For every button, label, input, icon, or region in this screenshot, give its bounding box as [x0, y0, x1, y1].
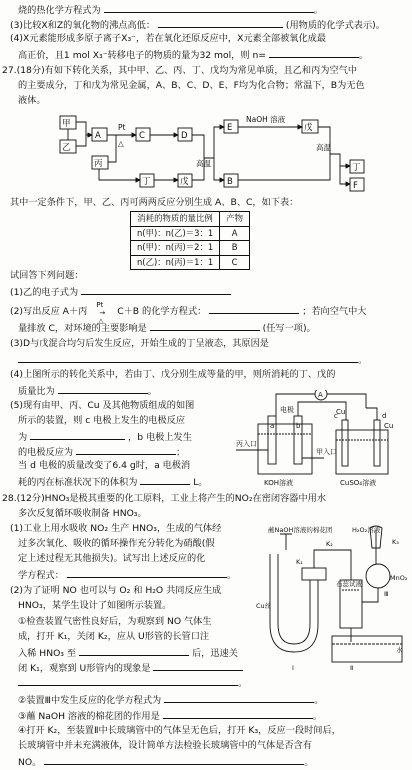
text: NO。 [18, 757, 42, 768]
node-D: D [181, 131, 188, 141]
q28-5: ③蘸 NaOH 溶液的棉花团的作用是 。 [18, 708, 322, 724]
text: (3)比较X和Z的氧化物的沸点高低： [10, 20, 156, 31]
q28-header-2: 多次反复循环吸收制备 HNO₃。 [18, 508, 147, 519]
answer-blank[interactable] [104, 2, 314, 13]
cotton-label: 蘸NaOH溶液的棉花团 [268, 526, 333, 534]
q27-3-blank: 。 [18, 352, 367, 368]
q28-6a: ④打开 K₂，至装置Ⅱ中长玻璃管中的气体呈无色后，打开 K₃，反应一段时间后， [18, 725, 341, 736]
node-yi: 乙 [62, 143, 71, 153]
cu-label-d: Cu [384, 422, 394, 430]
label-a: a [270, 422, 275, 430]
answer-blank[interactable] [58, 383, 148, 394]
h2o2-label: H₂O₂溶液 [352, 526, 381, 534]
answer-blank[interactable] [76, 444, 176, 455]
answer-blank[interactable] [209, 303, 299, 314]
node-B: B [227, 177, 233, 187]
text: (用物质的化学式表示)。 [285, 20, 385, 31]
q27-1 [10, 284, 231, 300]
q26-line-3: (4)X元素能形成多原子离子X₃⁻，若在氧化还原反应中，X元素全部被氧化成最 [10, 33, 327, 44]
electrode-label: 电极 [280, 406, 294, 414]
answer-blank[interactable] [18, 352, 358, 363]
cond-pt: Pt [118, 123, 126, 132]
litmus-label: 石蕊试液 [336, 580, 362, 588]
k2-label: K₂ [326, 540, 333, 548]
text: ，b 电极上发生 [128, 432, 192, 443]
q28-1b: 过多次氧化、吸收的循环操作充分转化为硝酸(假 [18, 538, 215, 549]
q26-line-4: 高正价，且1 mol X₃⁻转移电子的物质的量为32 mol，则 n= 。 [18, 47, 368, 63]
q26-line-1: 烧的热化学方程式为 。 [18, 2, 323, 18]
table-cell: A [220, 226, 250, 241]
mno2-label: MnO₂ [390, 574, 408, 582]
node-ding: 丁 [142, 177, 151, 187]
q27-5a: (5)现有由甲、丙、Cu 及其他物质组成的如图 [10, 400, 195, 411]
q27-4a: (4)上图所示的转化关系中，若由丁、戊分别生成等量的甲，则所消耗的丁、戊的 [10, 369, 336, 380]
table-cell: n(乙)：n(丙)＝1：1 [131, 255, 220, 270]
text: (任写一项)。 [262, 323, 316, 334]
table-cell: n(甲)：n(丙)＝2：1 [131, 241, 220, 256]
k3-label: K₃ [392, 538, 399, 546]
ammeter-label: A [318, 391, 323, 399]
text: 为 [18, 432, 28, 443]
answer-blank[interactable] [163, 708, 313, 719]
q28-2a: (2)为了证明 NO 也可以与 O₂ 和 H₂O 共同反应生成 [10, 585, 222, 596]
node-wu-2: 戊 [304, 123, 313, 133]
node-A: A [95, 131, 101, 141]
q28-1c: 定上述过程无其他损失)。试写出上述反应的化 [18, 553, 206, 564]
q28-6c: NO。 。 [18, 754, 313, 770]
text: 耗的丙在标准状况下的体积为 [18, 477, 138, 488]
q28-1a: (1)工业上用水吸收 NO₂ 生产 HNO₃，生成的气体经 [10, 523, 222, 534]
text: ③蘸 NaOH 溶液的棉花团的作用是 [18, 711, 160, 722]
text: (2)写出反应 A＋丙 [10, 306, 88, 317]
text: C＋B 的化学方程式： [117, 306, 207, 317]
node-F: F [353, 181, 358, 191]
node-jia: 甲 [62, 119, 71, 129]
q28-3b: 成，打开 K₁，关闭 K₂，应从 U形管的长管口注 [18, 631, 210, 642]
q26-line-2 [10, 17, 385, 33]
cond-delta: △ [118, 139, 124, 148]
q28-header-1: 28.(12分)HNO₃是极其重要的化工原料，工业上将产生的NO₂在密闭容器中用水 [2, 493, 327, 504]
q27-4b: 质量比为 。 [18, 383, 157, 399]
cu-label-c: Cu [336, 408, 346, 416]
table-header: 消耗的物质的量比例 [131, 212, 220, 227]
no-apparatus-diagram [256, 524, 408, 674]
node-bing: 丙 [94, 159, 103, 169]
text: 闭 K₁，观察到 U形管内的现象是 [18, 663, 151, 674]
k1-label: K₁ [296, 558, 303, 566]
q27-2-cont [18, 317, 316, 336]
text: ②装置Ⅲ中发生反应的化学方程式为 [18, 695, 162, 706]
cond-delta: △ [98, 317, 104, 325]
text: 学方程式： [18, 570, 64, 581]
answer-blank[interactable] [30, 429, 125, 440]
q27-5b: 所示的装置，则 c 电极上发生的电极反应 [18, 415, 186, 426]
q28-6b: 长玻璃管中并未充满液体，设计简单方法检验长玻璃管中的气体是否含有 [18, 740, 312, 751]
text: L。 [193, 477, 208, 488]
conversion-flow-diagram [0, 108, 412, 196]
reaction-arrow: Pt → △ [96, 301, 106, 325]
answer-blank[interactable] [81, 284, 231, 295]
electrochemical-cell-diagram [236, 390, 406, 492]
answer-blank[interactable] [44, 754, 304, 765]
text: 高正价，且1 mol X₃⁻转移电子的物质的量为32 mol，则 n= [18, 50, 266, 61]
text: 后，迅速关 [191, 648, 238, 659]
table-header: 产物 [220, 212, 250, 227]
q27-header-2: 的主要成分，丁和戊为常见金属，A、B、C、D、E、F均为化合物；常温下，B为无色 [18, 80, 365, 91]
node-ding-2: 丁 [352, 163, 361, 173]
label-b: b [296, 422, 301, 430]
text: 的电极反应为 [18, 447, 74, 458]
koh-label: KOH溶液 [264, 479, 293, 487]
node-wu: 戊 [180, 177, 189, 187]
answer-blank[interactable] [164, 692, 314, 703]
answer-blank[interactable] [140, 474, 190, 485]
text: 质量比为 [18, 386, 55, 397]
cond-pt: Pt [96, 301, 104, 309]
cuso4-label: CuSO₄溶液 [340, 479, 377, 487]
answer-blank[interactable] [79, 645, 189, 656]
text: 烧的热化学方程式为 [18, 5, 101, 16]
text: (1)乙的电子式为 [10, 287, 79, 298]
q28-4: ②装置Ⅲ中发生反应的化学方程式为 。 [18, 692, 323, 708]
answer-blank[interactable] [67, 567, 227, 578]
device-I-label: I [292, 664, 294, 672]
q28-3e [18, 660, 243, 676]
answer-blank[interactable] [269, 47, 359, 58]
q27-header-3: 液体。 [18, 95, 46, 106]
cu-wire-label: Cu丝 [256, 602, 272, 610]
answer-blank[interactable] [158, 17, 283, 28]
q27-5e: 的电极反应为 ； [18, 444, 185, 460]
q28-1d: 学方程式： 。 [18, 567, 236, 583]
bing-inlet-label: 丙入口 [236, 440, 257, 448]
label-c: c [334, 412, 338, 420]
q27-intro: 其中一定条件下，甲、乙、丙可两两反应分别生成 A、B、C，如下表： [10, 197, 299, 208]
q27-2 [10, 301, 367, 325]
cond-naoh: NaOH 溶液 [246, 115, 286, 124]
q28-3c [18, 645, 238, 661]
cond-gaowen-1: 高温 [196, 159, 211, 168]
jia-inlet-label: 甲入口 [316, 448, 337, 456]
answer-blank[interactable] [18, 675, 238, 686]
q28-3-blank: 。 [18, 675, 247, 691]
cond-gaowen-2: 高温 [316, 143, 331, 152]
q27-3: (3)D与戊混合均匀后发生反应，开始生成的丁呈液态，其原因是 [10, 338, 269, 349]
q28-2b: HNO₃，某学生设计了如图所示装置。 [18, 600, 172, 611]
answer-blank[interactable] [153, 660, 243, 671]
q27-ask: 试回答下列问题： [10, 270, 84, 281]
q27-5c [18, 429, 192, 445]
device-III-label: Ⅲ [384, 590, 389, 598]
q28-3a: ①检查装置气密性良好后，为观察到 NO 气体生 [18, 616, 212, 627]
q27-header-1: 27.(18分)有如下转化关系，其中甲、乙、丙、丁、戊均为常见单质，且乙和丙为空气中 [2, 65, 358, 76]
text: 入稀 HNO₃ 至 [18, 648, 77, 659]
device-II-label: Ⅱ [350, 664, 354, 672]
node-C: C [139, 131, 145, 141]
node-E: E [227, 123, 233, 133]
table-cell: n(甲)：n(乙)＝3：1 [131, 226, 220, 241]
text: 量排放 C，对环境的主要影响是 [18, 323, 147, 334]
q27-5g [18, 474, 208, 490]
water-label: 水 [396, 646, 403, 654]
table-cell: C [220, 255, 250, 270]
answer-blank[interactable] [150, 320, 260, 331]
q27-5f: 当 d 电极的质量改变了6.4 g时，a 电极消 [18, 460, 191, 471]
reaction-ratio-table [130, 211, 250, 270]
table-cell: B [220, 241, 250, 256]
text: ；若向空气中大 [302, 306, 367, 317]
label-d: d [382, 412, 387, 420]
